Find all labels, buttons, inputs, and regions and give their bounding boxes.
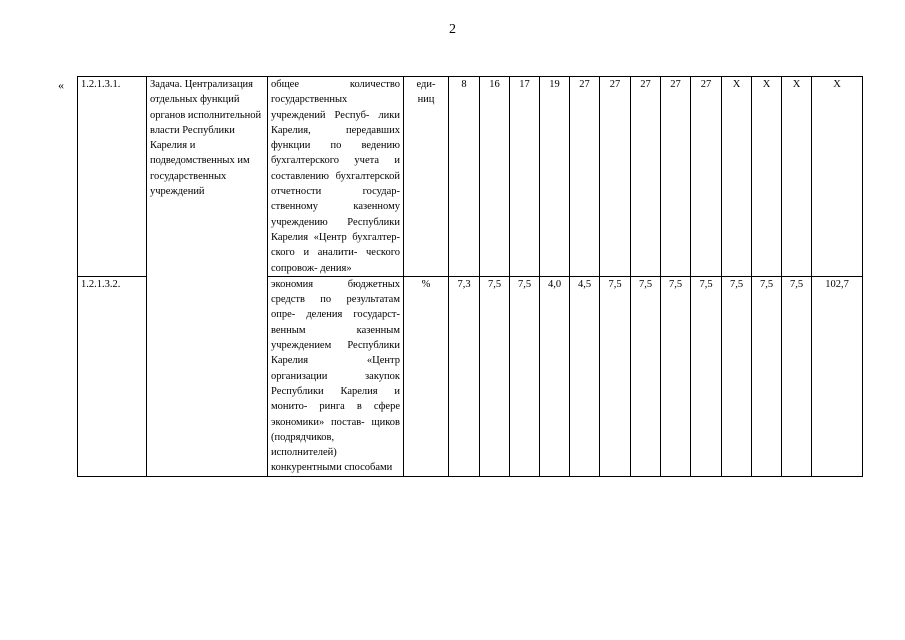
row-code: 1.2.1.3.2. — [78, 276, 147, 476]
value-cell: 7,3 — [449, 276, 480, 476]
page-number: 2 — [449, 22, 456, 37]
value-cell: 16 — [480, 77, 510, 277]
value-cell: 17 — [510, 77, 540, 277]
value-cell: 7,5 — [691, 276, 722, 476]
value-cell: 19 — [540, 77, 570, 277]
value-cell: 7,5 — [752, 276, 782, 476]
value-cell: 27 — [570, 77, 600, 277]
unit-cell: % — [404, 276, 449, 476]
value-cell: X — [752, 77, 782, 277]
table-row — [78, 77, 863, 277]
indicator-cell: экономия бюджетных средств по результатам опре- деления государст- венным казенным учреждением Республики Карелия «Центр организации закупок Республики Карелия и монито- ринга в сфере экономики» постав- щиков (подрядчиков, исполнителей) конкурентными способами — [268, 276, 404, 476]
value-cell: 4,0 — [540, 276, 570, 476]
value-cell: 7,5 — [600, 276, 631, 476]
row-code: 1.2.1.3.1. — [78, 77, 147, 277]
value-cell: X — [782, 77, 812, 277]
value-cell: 4,5 — [570, 276, 600, 476]
value-cell: 27 — [631, 77, 661, 277]
task-cell: Задача. Централизация отдельных функций органов исполнительной власти Республики Карелия и подведомственных им государственных учреждений — [147, 77, 268, 477]
unit-cell: еди- ниц — [404, 77, 449, 277]
value-cell: X — [812, 77, 863, 277]
value-cell: 102,7 — [812, 276, 863, 476]
indicator-cell: общее количество государственных учреждений Респуб- лики Карелия, передавших функции по ведению бухгалтерского учета и составлению бухгалтерской отчетности государ- ственному казенному учреждению Республики Карелия «Центр бухгалтер- ского и аналити- ческого сопровож- дения» — [268, 77, 404, 277]
value-cell: 27 — [661, 77, 691, 277]
opening-quote-mark: « — [58, 78, 64, 92]
value-cell: 7,5 — [722, 276, 752, 476]
indicators-table — [77, 76, 863, 477]
value-cell: 7,5 — [782, 276, 812, 476]
value-cell: 8 — [449, 77, 480, 277]
value-cell: 27 — [600, 77, 631, 277]
value-cell: 7,5 — [480, 276, 510, 476]
value-cell: 7,5 — [631, 276, 661, 476]
value-cell: X — [722, 77, 752, 277]
value-cell: 7,5 — [510, 276, 540, 476]
value-cell: 27 — [691, 77, 722, 277]
value-cell: 7,5 — [661, 276, 691, 476]
